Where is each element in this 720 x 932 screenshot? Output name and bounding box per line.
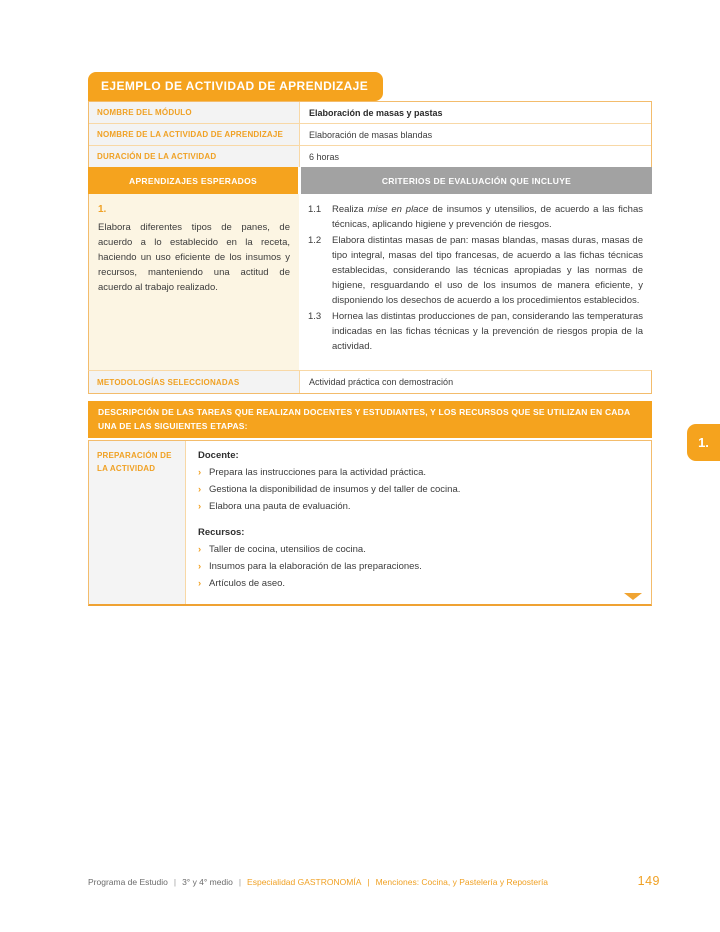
chevron-bullet-icon: › <box>198 578 202 590</box>
chevron-bullet-icon: › <box>198 543 202 555</box>
bullet-item-text: Taller de cocina, utensilios de cocina. <box>209 543 366 555</box>
footer-grade-text: 3° y 4° medio <box>182 877 233 887</box>
criteria-item-number: 1.1 <box>308 204 322 215</box>
learning-outcome-cell <box>89 194 299 370</box>
criteria-item-number: 1.3 <box>308 311 322 322</box>
bullet-item-text: Elabora una pauta de evaluación. <box>209 501 351 513</box>
methodologies-value: Actividad práctica con demostración <box>300 371 651 393</box>
footer-separator: | <box>238 877 242 887</box>
bullet-item <box>198 466 639 481</box>
chevron-bullet-icon: › <box>198 466 202 478</box>
bullet-item-text: Artículos de aseo. <box>209 578 286 590</box>
criteria-item-text <box>332 309 643 354</box>
chapter-side-tab: 1. <box>687 424 720 461</box>
footer-program-text: Programa de Estudio <box>88 877 168 887</box>
criteria-item-text <box>332 233 643 308</box>
module-name-value: Elaboración de masas y pastas <box>300 102 651 123</box>
bullet-item <box>198 577 639 592</box>
learning-outcome-text: Elabora diferentes tipos de panes, de acuerdo a lo establecido en la receta, haciendo un uso eficiente de los insumos y recursos, manteniendo una actitud de acuerdo al trabajo realizado. <box>98 221 290 293</box>
chevron-bullet-icon: › <box>198 561 202 572</box>
duration-value: 6 horas <box>300 146 651 167</box>
preparation-stage-row <box>88 440 652 606</box>
methodologies-row <box>88 370 652 394</box>
tasks-description-banner: DESCRIPCIÓN DE LAS TAREAS QUE REALIZAN DOCENTES Y ESTUDIANTES, Y LOS RECURSOS QUE SE UTILIZAN EN CADA UNA DE LAS SIGUIENTES ETAPAS: <box>88 401 652 438</box>
bullet-item <box>198 560 639 575</box>
recursos-bullet-list <box>198 543 639 592</box>
footer-mentions-text: Menciones: Cocina, y Pastelería y Repostería <box>375 877 549 887</box>
bullet-item-text: Insumos para la elaboración de las preparaciones. <box>209 561 422 572</box>
module-name-row <box>89 102 651 124</box>
criteria-item <box>308 202 643 232</box>
chevron-bullet-icon: › <box>198 501 202 513</box>
criteria-text-lead: Realiza <box>332 204 368 215</box>
activity-info-table <box>88 101 652 167</box>
preparation-stage-label: PREPARACIÓN DE LA ACTIVIDAD <box>89 441 186 604</box>
activity-name-row <box>89 124 651 146</box>
learning-outcome-number: 1. <box>98 204 107 215</box>
page-number: 149 <box>637 874 660 888</box>
activity-name-label: NOMBRE DE LA ACTIVIDAD DE APRENDIZAJE <box>89 124 300 145</box>
criteria-text-italic: mise en place <box>367 204 429 215</box>
bullet-item-text: Gestiona la disponibilidad de insumos y del taller de cocina. <box>209 484 461 496</box>
learning-outcomes-header: APRENDIZAJES ESPERADOS <box>88 167 298 194</box>
column-headers-row <box>88 167 652 194</box>
module-name-label: NOMBRE DEL MÓDULO <box>89 102 300 123</box>
criteria-item <box>308 233 643 308</box>
bullet-item <box>198 483 639 498</box>
footer-specialty-text: Especialidad GASTRONOMÍA <box>247 877 362 887</box>
main-content <box>88 72 652 606</box>
criteria-text-lead: Hornea las distintas producciones de pan, considerando las temperaturas indicadas en las fichas técnicas y la prevención de riesgos propia de la actividad. <box>332 311 643 352</box>
continuation-triangle-icon <box>624 593 642 600</box>
criteria-text-lead: Elabora distintas masas de pan: masas blandas, masas duras, masas de tipo integral, masas del tipo francesas, de acuerdo a las fichas técnicas establecidas, considerando las técnicas apropiadas y las normas de higiene, resguardando el uso de los insumos de manera eficiente, y disponiendo los desechos de acuerdo a los procedimientos establecidos. <box>332 235 643 306</box>
evaluation-criteria-list <box>302 194 653 370</box>
learning-criteria-body <box>88 194 652 370</box>
bullet-item <box>198 543 639 558</box>
criteria-text-rest: de insumos y utensilios, de acuerdo a las fichas técnicas, aplicando higiene y prevención de riesgos. <box>332 204 643 230</box>
duration-row <box>89 146 651 167</box>
duration-label: DURACIÓN DE LA ACTIVIDAD <box>89 146 300 167</box>
evaluation-criteria-header: CRITERIOS DE EVALUACIÓN QUE INCLUYE <box>301 167 652 194</box>
footer <box>88 874 660 888</box>
recursos-heading: Recursos: <box>198 527 245 539</box>
footer-separator: | <box>367 877 370 887</box>
bullet-item-text: Prepara las instrucciones para la actividad práctica. <box>209 466 427 478</box>
docente-bullet-list <box>198 466 639 515</box>
activity-name-value: Elaboración de masas blandas <box>300 124 651 145</box>
bullet-item <box>198 500 639 515</box>
criteria-item <box>308 309 643 354</box>
footer-separator: | <box>173 877 177 887</box>
activity-example-title-tab: EJEMPLO DE ACTIVIDAD DE APRENDIZAJE <box>88 72 383 101</box>
criteria-item-text <box>332 202 643 232</box>
methodologies-label: METODOLOGÍAS SELECCIONADAS <box>89 371 300 393</box>
preparation-stage-content <box>186 441 651 604</box>
chevron-bullet-icon: › <box>198 484 202 496</box>
criteria-item-number: 1.2 <box>308 235 322 246</box>
docente-heading: Docente: <box>198 450 239 462</box>
